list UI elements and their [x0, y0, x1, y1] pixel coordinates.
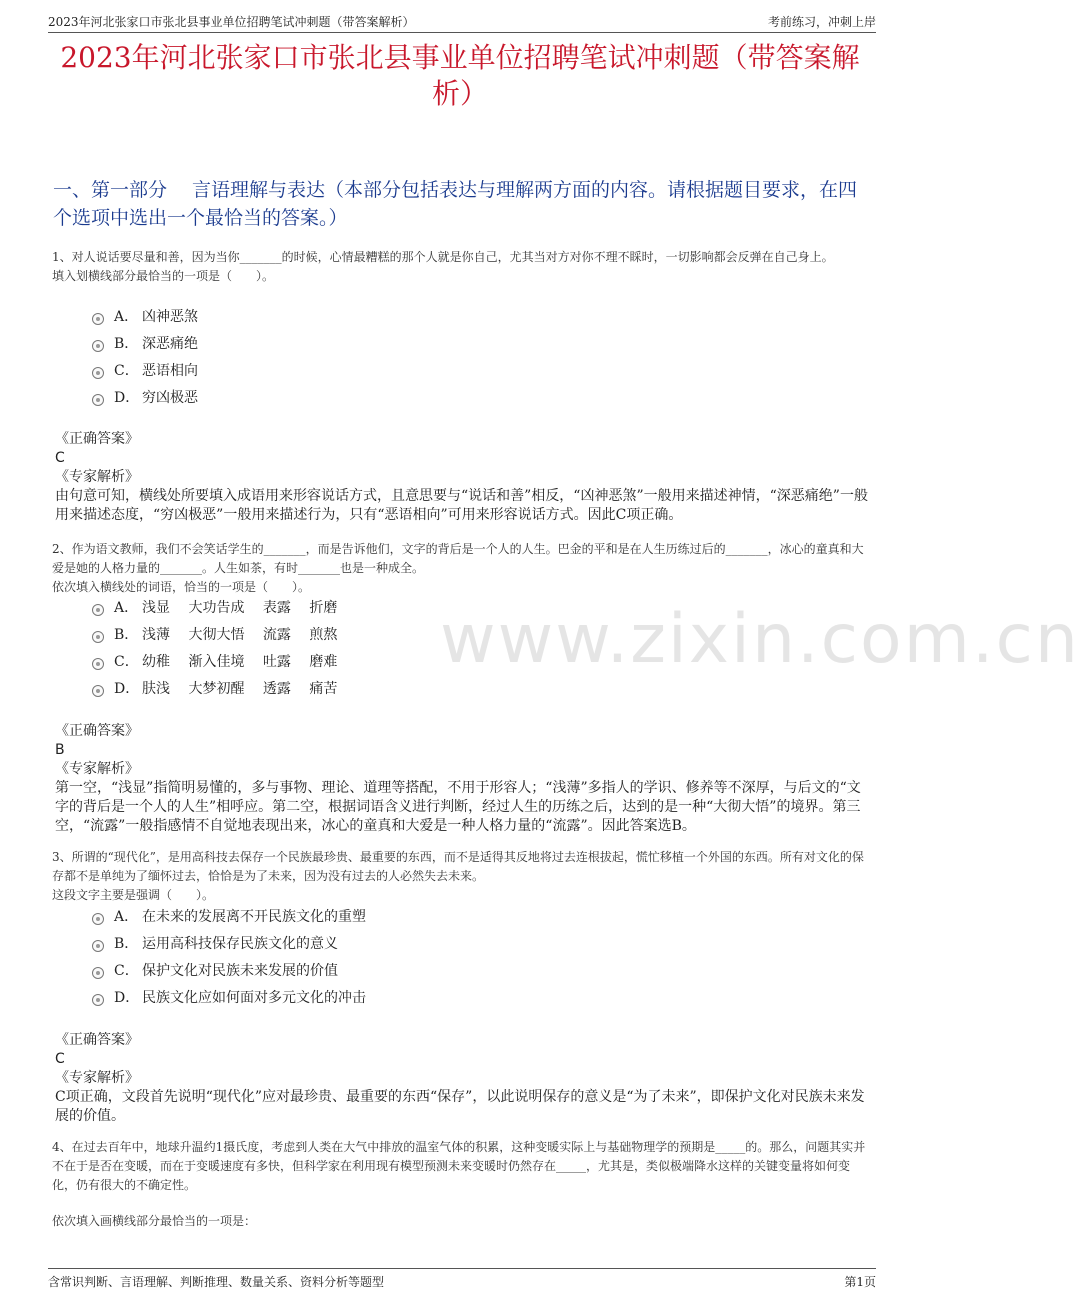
option-1c[interactable]: C． 恶语相向 [92, 358, 492, 385]
answer-label: 《正确答案》 [55, 1032, 139, 1048]
correct-answer: C [55, 1051, 65, 1067]
question-2-prompt: 依次填入横线处的词语，恰当的一项是（ ）。 [52, 580, 311, 594]
radio-icon[interactable] [92, 994, 104, 1006]
question-3-options [92, 904, 492, 1012]
footer-topics: 含常识判断、言语理解、判断推理、数量关系、资料分析等题型 [48, 1275, 385, 1289]
analysis-text: 第一空，“浅显”指简明易懂的，多与事物、理论、道理等搭配，不用于形容人；“浅薄”多指人的学识、修养等不深厚，与后文的“文字的背后是一个人的人生”相呼应。第二空，根据词语含义进行判断，经过人生的历练之后，达到的是一种“大彻大悟”的境界。第三空，“流露”一般指感情不自觉地表现出来，冰心的童真和大爱是一种人格力量的“流露”。因此答案选B。 [55, 780, 861, 834]
question-3-answer-block [55, 1031, 870, 1126]
question-2-options [92, 595, 492, 703]
radio-icon[interactable] [92, 340, 104, 352]
question-3-stem: 3、所谓的“现代化”，是用高科技去保存一个民族最珍贵、最重要的东西，而不是适得其反地将过去连根拔起，慌忙移植一个外国的东西。所有对文化的保存都不是单纯为了缅怀过去，恰恰是为了未来，因为没有过去的人必然失去未来。 这段文字主要是强调（ ）。 [52, 850, 864, 902]
option-1d[interactable]: D． 穷凶极恶 [92, 385, 492, 412]
radio-icon[interactable] [92, 367, 104, 379]
answer-label: 《正确答案》 [55, 723, 139, 739]
page-footer [48, 1268, 876, 1291]
question-2-stem: 2、作为语文教师，我们不会笑话学生的_______，而是告诉他们，文字的背后是一个人的人生。巴金的平和是在人生历练过后的_______，冰心的童真和大爱是她的人格力量的_______。人生如茶，有时_______也是一种成全。 依次填入横线处的词语，恰当的一项是（ ）。 [52, 542, 864, 594]
page-number: 第1页 [844, 1275, 876, 1289]
option-2c[interactable]: C． 幼稚 渐入佳境 吐露 磨难 [92, 649, 492, 676]
page-title: 2023年河北张家口市张北县事业单位招聘笔试冲刺题（带答案解析） [60, 41, 860, 110]
analysis-label: 《专家解析》 [55, 1070, 139, 1086]
analysis-label: 《专家解析》 [55, 469, 139, 485]
question-4-prompt: 依次填入画横线部分最恰当的一项是： [52, 1214, 257, 1228]
question-2-answer-block [55, 722, 870, 836]
question-1-stem: 1、对人说话要尽量和善，因为当你_______的时候，心情最糟糕的那个人就是你自己，尤其当对方对你不理不睬时，一切影响都会反弹在自己身上。 填入划横线部分最恰当的一项是（ ）。 [52, 250, 834, 283]
radio-icon[interactable] [92, 940, 104, 952]
header-slogan: 考前练习，冲刺上岸 [767, 15, 876, 29]
correct-answer: B [55, 742, 65, 758]
answer-label: 《正确答案》 [55, 431, 139, 447]
header-doc-title: 2023年河北张家口市张北县事业单位招聘笔试冲刺题（带答案解析） [48, 15, 415, 29]
option-3d[interactable]: D． 民族文化应如何面对多元文化的冲击 [92, 985, 492, 1012]
radio-icon[interactable] [92, 967, 104, 979]
option-3c[interactable]: C． 保护文化对民族未来发展的价值 [92, 958, 492, 985]
radio-icon[interactable] [92, 913, 104, 925]
radio-icon[interactable] [92, 313, 104, 325]
radio-icon[interactable] [92, 685, 104, 697]
analysis-text: 由句意可知，横线处所要填入成语用来形容说话方式，且意思要与“说话和善”相反，“凶神恶煞”一般用来描述神情，“深恶痛绝”一般用来描述态度，“穷凶极恶”一般用来描述行为，只有“恶语相向”可用来形容说话方式。因此C项正确。 [55, 488, 868, 523]
page-header [48, 10, 876, 33]
option-2a[interactable]: A． 浅显 大功告成 表露 折磨 [92, 595, 492, 622]
radio-icon[interactable] [92, 604, 104, 616]
question-1-answer-block [55, 430, 870, 525]
option-1b[interactable]: B． 深恶痛绝 [92, 331, 492, 358]
question-1-options [92, 304, 492, 412]
watermark: www.zixin.com.cn [440, 600, 1080, 679]
option-2d[interactable]: D． 肤浅 大梦初醒 透露 痛苦 [92, 676, 492, 703]
correct-answer: C [55, 450, 65, 466]
analysis-label: 《专家解析》 [55, 761, 139, 777]
radio-icon[interactable] [92, 394, 104, 406]
option-3b[interactable]: B． 运用高科技保存民族文化的意义 [92, 931, 492, 958]
option-2b[interactable]: B． 浅薄 大彻大悟 流露 煎熬 [92, 622, 492, 649]
question-1-prompt: 填入划横线部分最恰当的一项是（ ）。 [52, 269, 275, 283]
question-4-stem: 4、在过去百年中，地球升温约1摄氏度，考虑到人类在大气中排放的温室气体的积累，这种变暖实际上与基础物理学的预期是_____的。那么，问题其实并不在于是否在变暖，而在于变暖速度有多快，但科学家在利用现有模型预测未来变暖时仍然存在_____，尤其是，类似极端降水这样的关键变量将如何变化，仍有很大的不确定性。 [52, 1140, 866, 1192]
question-3-prompt: 这段文字主要是强调（ ）。 [52, 888, 215, 902]
section-heading: 一、第一部分 言语理解与表达（本部分包括表达与理解两方面的内容。请根据题目要求，在四个选项中选出一个最恰当的答案。） [53, 179, 858, 229]
option-3a[interactable]: A． 在未来的发展离不开民族文化的重塑 [92, 904, 492, 931]
radio-icon[interactable] [92, 658, 104, 670]
radio-icon[interactable] [92, 631, 104, 643]
option-1a[interactable]: A． 凶神恶煞 [92, 304, 492, 331]
analysis-text: C项正确，文段首先说明“现代化”应对最珍贵、最重要的东西“保存”，以此说明保存的意义是“为了未来”，即保护文化对民族未来发展的价值。 [55, 1089, 865, 1124]
